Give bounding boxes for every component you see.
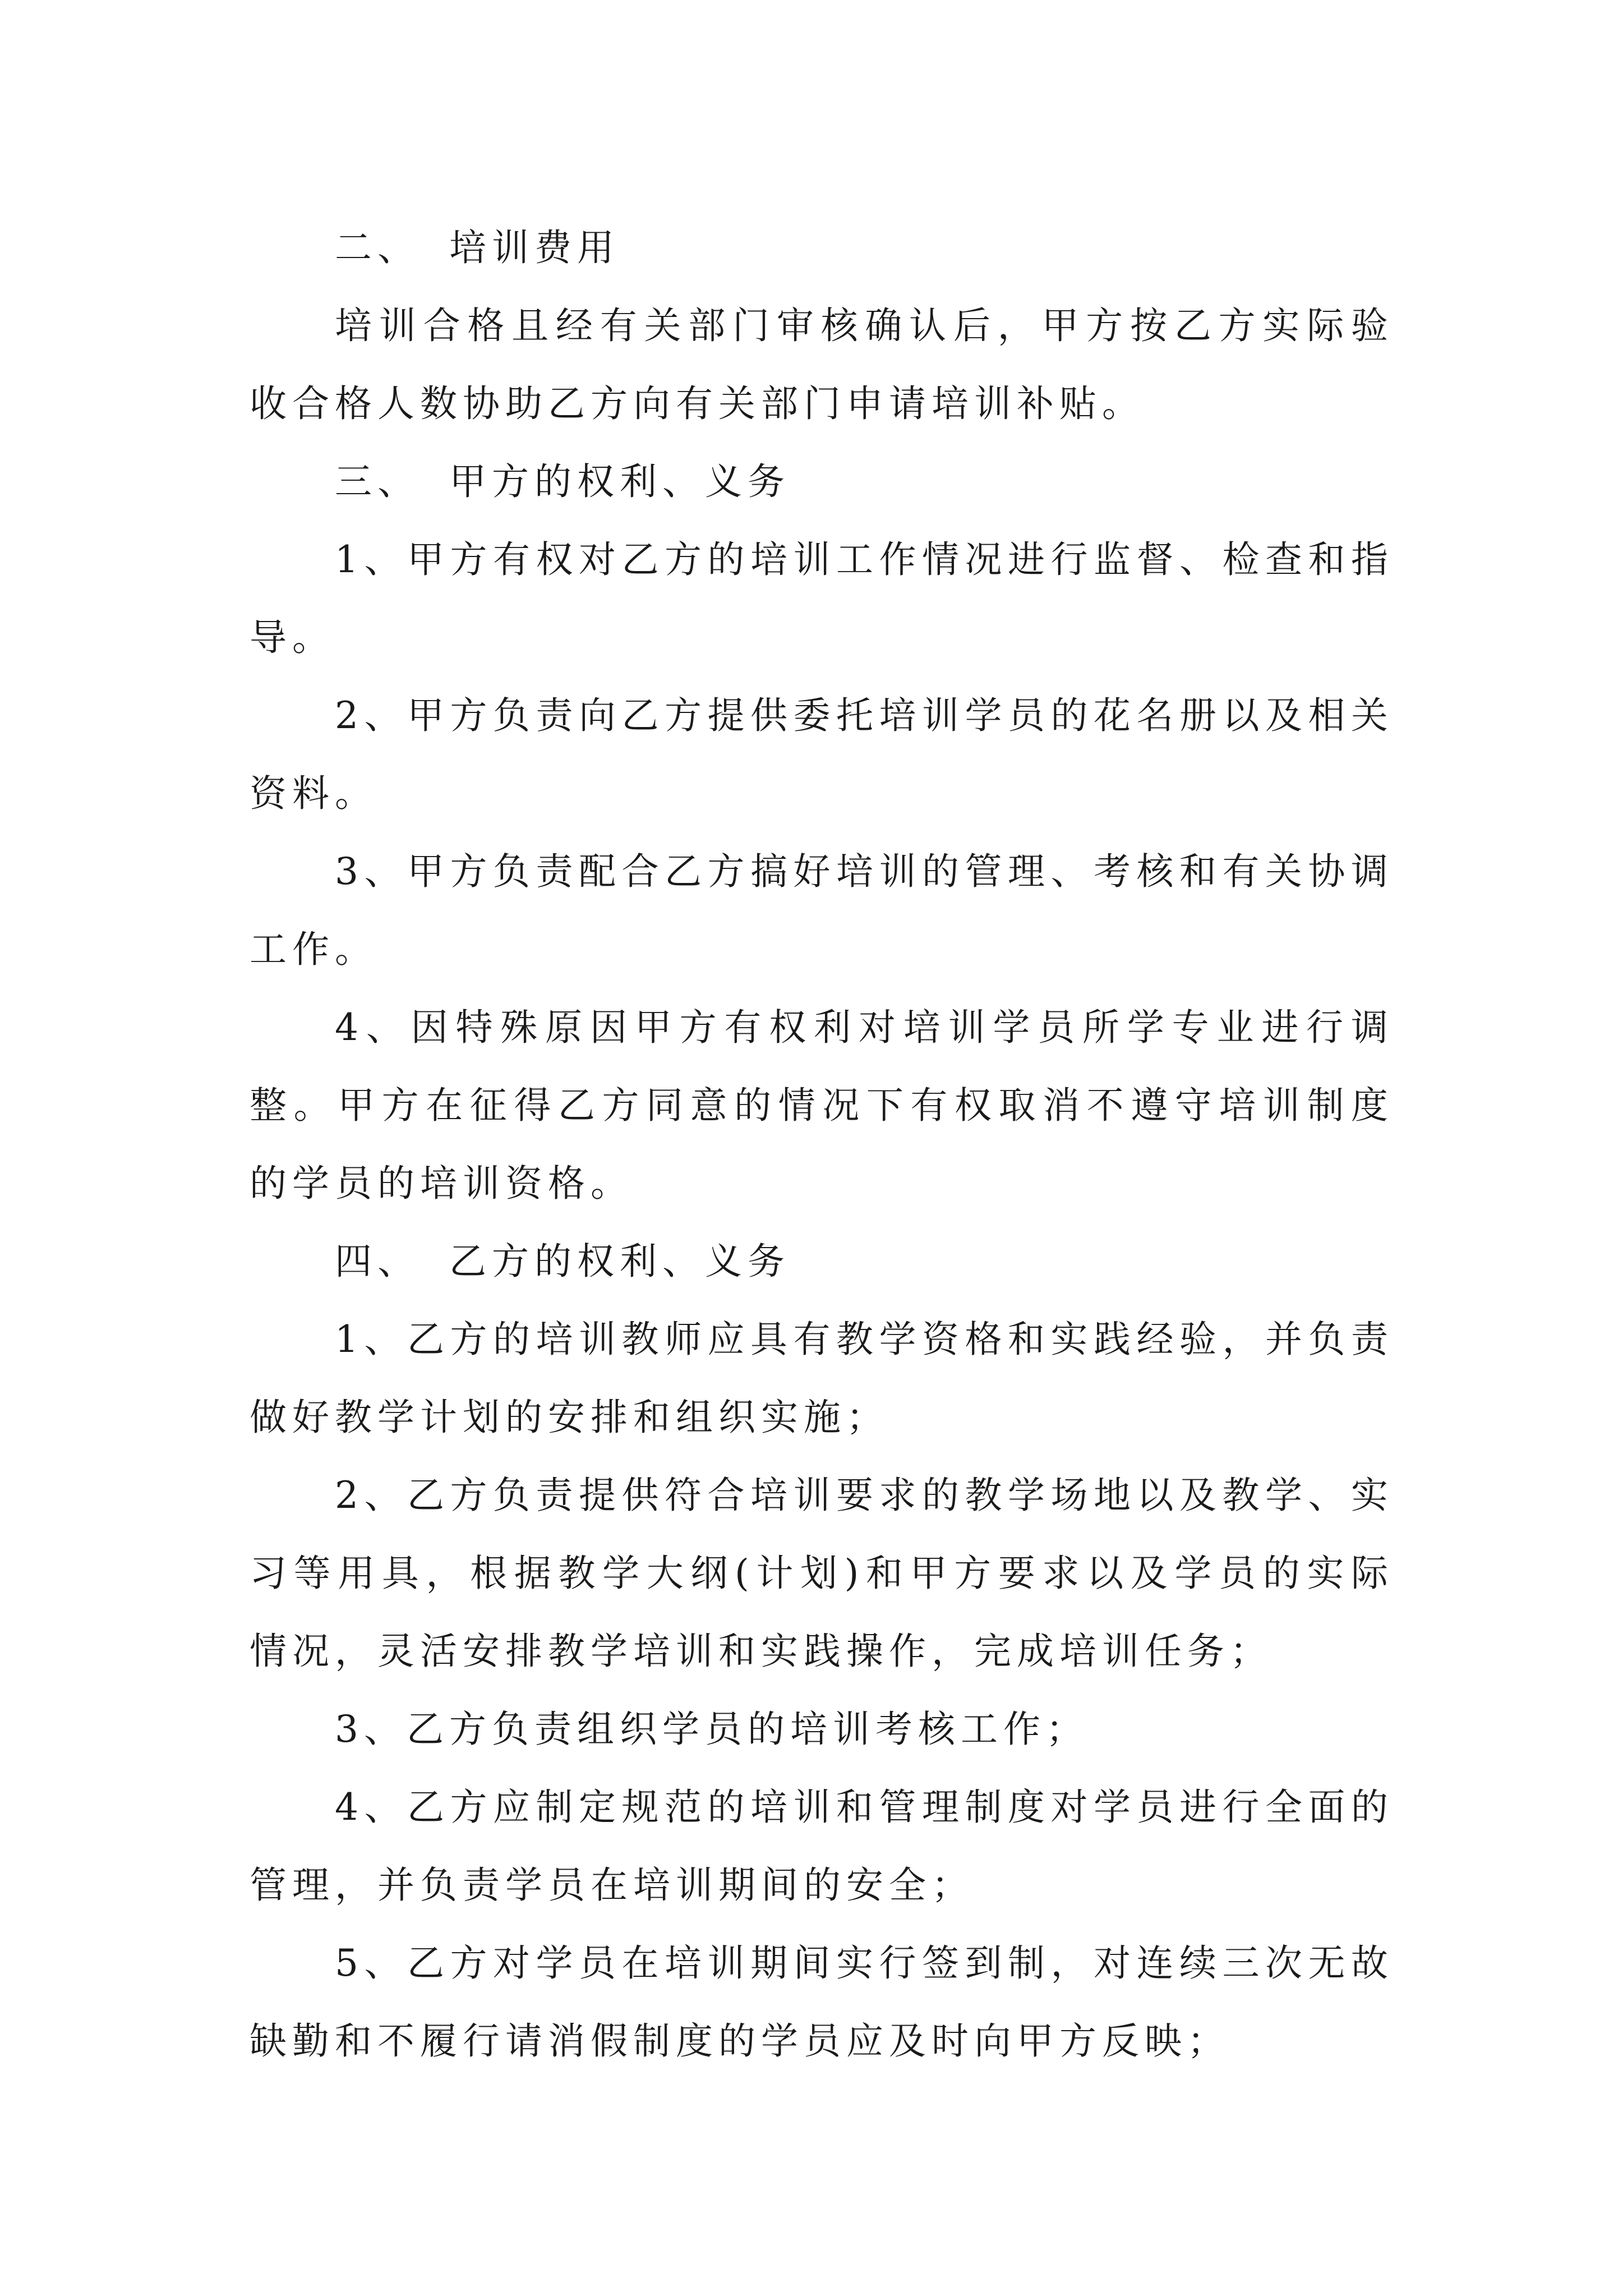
paragraph: 1、乙方的培训教师应具有教学资格和实践经验，并负责做好教学计划的安排和组织实施； xyxy=(250,1318,1394,1439)
paragraph: 2、乙方负责提供符合培训要求的教学场地以及教学、实习等用具，根据教学大纲(计划)和甲方要求以及学员的实际情况，灵活安排教学培训和实践操作，完成培训任务； xyxy=(250,1474,1394,1673)
paragraph: 4、乙方应制定规范的培训和管理制度对学员进行全面的管理，并负责学员在培训期间的安全； xyxy=(250,1786,1394,1907)
section-number: 二、 xyxy=(335,226,420,269)
paragraph: 1、甲方有权对乙方的培训工作情况进行监督、检查和指导。 xyxy=(250,538,1394,659)
paragraph: 4、因特殊原因甲方有权利对培训学员所学专业进行调整。甲方在征得乙方同意的情况下有权取消不遵守培训制度的学员的培训资格。 xyxy=(250,1006,1394,1205)
section-heading-party-a xyxy=(250,443,1394,521)
section-title: 甲方的权利、义务 xyxy=(449,460,790,503)
paragraph: 2、甲方负责向乙方提供委托培训学员的花名册以及相关资料。 xyxy=(250,694,1394,815)
paragraph: 3、甲方负责配合乙方搞好培训的管理、考核和有关协调工作。 xyxy=(250,850,1394,971)
section-number: 四、 xyxy=(335,1240,420,1283)
section-title: 乙方的权利、义务 xyxy=(449,1240,790,1283)
document-body xyxy=(250,209,1394,2080)
paragraph: 3、乙方负责组织学员的培训考核工作； xyxy=(335,1708,1089,1751)
section-number: 三、 xyxy=(335,460,420,503)
paragraph: 培训合格且经有关部门审核确认后，甲方按乙方实际验收合格人数协助乙方向有关部门申请培训补贴。 xyxy=(250,304,1394,425)
section-title: 培训费用 xyxy=(449,226,620,269)
paragraph: 5、乙方对学员在培训期间实行签到制，对连续三次无故缺勤和不履行请消假制度的学员应及时向甲方反映； xyxy=(250,1941,1394,2063)
section-heading-fees xyxy=(250,209,1394,287)
section-heading-party-b xyxy=(250,1222,1394,1300)
